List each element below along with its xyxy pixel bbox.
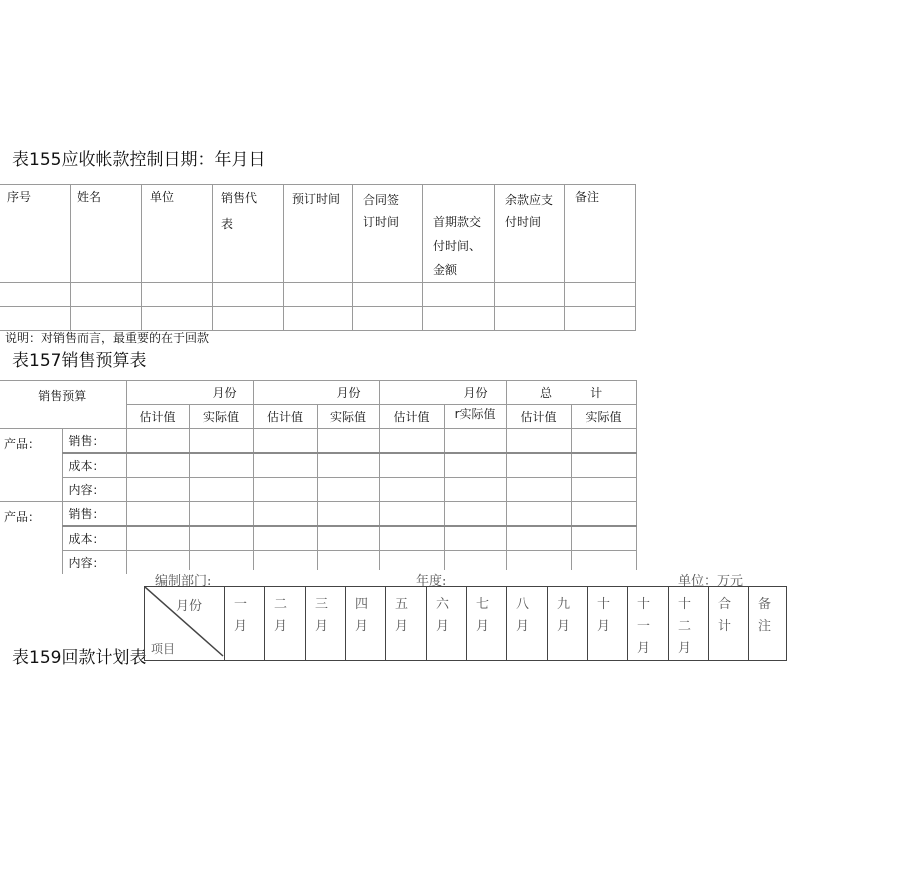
payment-plan-table [144,586,787,661]
month-header: 五 月 [395,597,409,634]
actual-header: 实际值 [189,405,253,429]
actual-header: 实际值 [571,405,636,429]
month-header: 十 一 月 [637,597,651,656]
estimate-header: 估计值 [126,405,189,429]
diagonal-item-label: 项目 [151,642,176,656]
receivables-control-table [0,184,636,331]
month-header: 十 月 [597,597,611,634]
header-cell: 预订时间 [292,192,341,206]
month-header: 二 月 [274,597,288,634]
table-155-title: 表155应收帐款控制日期：年月日 [12,150,266,170]
sales-label: 销售： [62,502,126,527]
table-header-row [0,381,636,405]
month-header: 十 二 月 [678,597,692,656]
header-cell: 首期款交 付时间、 金额 [433,215,482,277]
content-label: 内容： [62,478,126,502]
table-row [0,429,636,454]
estimate-header: 估计值 [253,405,317,429]
estimate-header: 估计值 [379,405,444,429]
budget-header-cell: 销售预算 [0,381,126,429]
table-row [0,478,636,502]
dept-label: 编制部门: [155,574,212,589]
cost-label: 成本： [62,526,126,551]
header-cell: 姓名 [77,190,102,204]
total-header-cell: 总 计 [506,381,636,405]
month-header-cell: 月份 [253,381,379,405]
total-header: 合 计 [718,597,732,634]
month-header: 六 月 [436,597,450,634]
table-row [0,453,636,478]
header-cell: 序号 [7,190,32,204]
month-header-cell: 月份 [379,381,506,405]
table-157-title: 表157销售预算表 [12,351,147,371]
table-row [0,283,636,307]
year-label: 年度: [416,574,447,589]
month-header-cell: 月份 [126,381,253,405]
unit-label: 单位：万元 [678,574,744,589]
header-cell: 备注 [575,190,600,204]
actual-header: r实际值 [444,405,506,429]
diagonal-month-label: 月份 [176,599,203,614]
month-header: 七 月 [476,597,490,634]
header-cell: 合同签 订时间 [363,193,400,229]
actual-header: 实际值 [317,405,379,429]
remarks-header: 备 注 [758,597,772,634]
diagonal-header-cell [145,587,225,661]
header-cell: 销售代 表 [221,191,258,231]
month-header: 九 月 [557,597,571,634]
estimate-header: 估计值 [506,405,571,429]
table-header-row [145,587,787,661]
content-label: 内容： [62,551,126,575]
month-header: 四 月 [355,597,369,634]
header-cell: 单位 [150,190,175,204]
table-row [0,502,636,527]
product-label: 产品： [0,502,62,575]
header-cell: 余款应支 付时间 [505,193,554,229]
table-header-row [0,185,636,283]
month-header: 三 月 [315,597,329,634]
month-header: 一 月 [234,597,248,634]
sales-label: 销售： [62,429,126,454]
product-label: 产品： [0,429,62,502]
cost-label: 成本： [62,453,126,478]
table-row [0,307,636,331]
sales-budget-table [0,380,637,574]
month-header: 八 月 [516,597,530,634]
table-row [0,526,636,551]
table-159-title: 表159回款计划表 [12,648,147,668]
table-155-note: 说明：对销售而言，最重要的在于回款 [5,331,210,345]
